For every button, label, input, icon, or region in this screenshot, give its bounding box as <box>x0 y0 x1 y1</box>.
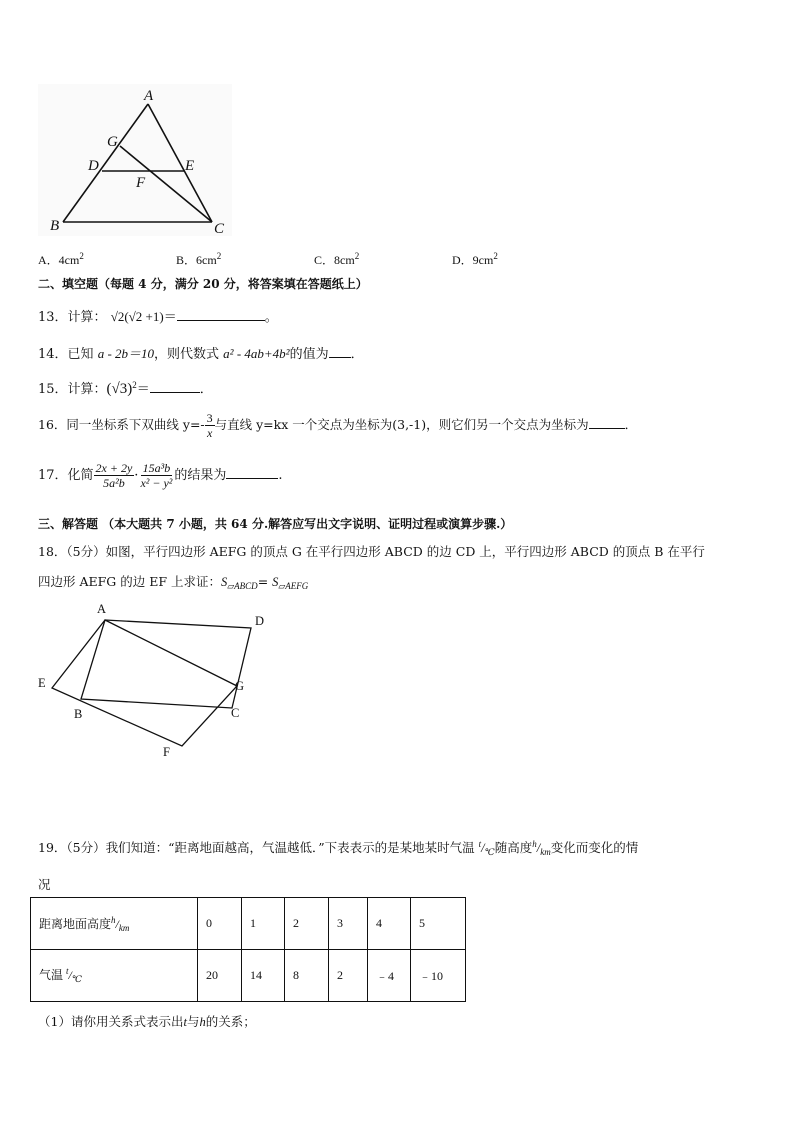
q18-area-2: S <box>272 575 279 589</box>
triangle-svg <box>38 84 232 236</box>
table-cell: ﹣10 <box>411 950 466 1002</box>
q19-sub1-text: （1）请你用关系式表示出 <box>38 1014 184 1029</box>
parallelogram-aefg <box>52 620 240 746</box>
row-label-text: 距离地面高度 <box>39 916 112 931</box>
q17-prefix: 17．化简 <box>38 468 94 483</box>
q16-dot: ． <box>624 417 638 432</box>
choice-letter: C． <box>314 253 335 267</box>
table-cell: 5 <box>411 898 466 950</box>
q19-text-c: 变化而变化的情 <box>550 840 639 855</box>
fig-label-a: A <box>97 602 107 616</box>
q14-answer-blank[interactable] <box>329 345 351 358</box>
unit-t: t <box>66 966 69 976</box>
segment-gc <box>120 146 212 222</box>
fig-label-g: G <box>235 679 245 693</box>
q13-answer-blank[interactable] <box>177 308 265 321</box>
question-15 <box>38 378 213 398</box>
q19-sub1-h: h <box>199 1015 206 1029</box>
q17-times: · <box>134 468 139 483</box>
row-unit: $^h/_{km}$ <box>111 914 130 933</box>
q18-area-1: S <box>221 575 228 589</box>
q14-end: 的值为 <box>289 347 329 362</box>
row-unit: $^t/_℃$ <box>66 966 82 984</box>
q13-expr-1: √2 <box>110 309 125 324</box>
choice-letter: A． <box>38 253 59 267</box>
unit-h: h <box>111 914 116 925</box>
table-row <box>31 898 466 950</box>
q19-text-a: 19．（5分）我们知道：“距离地面越高，气温越低．”下表表示的是某地某时气温 <box>38 840 475 855</box>
fig-label-e: E <box>38 676 46 690</box>
q13-prefix: 13．计算： <box>38 310 107 325</box>
q16-denominator: x <box>206 426 213 440</box>
q16-answer-blank[interactable] <box>589 416 625 429</box>
question-19-line2: 况 <box>38 877 51 892</box>
question-18-line2 <box>38 572 308 592</box>
choice-letter: B． <box>176 253 197 267</box>
table-cell: 14 <box>242 950 285 1002</box>
fig-label-f: F <box>163 745 170 759</box>
table-cell: 1 <box>242 898 285 950</box>
q16-prefix: 16．同一坐标系下双曲线 y=- <box>38 417 205 432</box>
fig-label-c: C <box>231 706 240 720</box>
table-cell: 0 <box>198 898 242 950</box>
altitude-temperature-table <box>30 897 466 1002</box>
choice-value: 8cm <box>334 253 355 267</box>
label-g: G <box>107 134 118 150</box>
q16-numerator: 3 <box>206 411 213 425</box>
unit-c: ℃ <box>71 974 82 984</box>
label-a: A <box>144 88 154 104</box>
unit-c: ℃ <box>484 847 495 857</box>
q17-end: 的结果为 <box>174 468 227 483</box>
row-label-temperature <box>31 950 198 1002</box>
q17-f1-numerator: 2x + 2y <box>95 461 133 475</box>
choice-value: 4cm <box>58 253 80 267</box>
label-f: F <box>136 175 146 191</box>
choice-a[interactable] <box>38 251 84 268</box>
unit-km: km <box>540 847 551 857</box>
question-14 <box>38 343 364 362</box>
row-label-height <box>31 898 198 950</box>
q16-fraction <box>205 411 215 440</box>
section2-heading: 二、填空题（每题 4 分，满分 20 分，将答案填在答题纸上） <box>38 277 368 291</box>
section3-heading: 三、解答题 （本大题共 7 小题，共 64 分.解答应写出文字说明、证明过程或演算步骤.） <box>38 517 513 531</box>
q15-prefix: 15．计算： <box>38 382 107 397</box>
q17-fraction-2 <box>138 461 174 490</box>
parallelogram-svg <box>34 598 274 764</box>
label-b: B <box>50 218 60 234</box>
q19-sub1-mid: 与 <box>186 1014 200 1029</box>
question-16 <box>38 411 637 440</box>
q15-equals: ＝ <box>136 382 150 397</box>
choice-letter: D． <box>452 253 473 267</box>
q15-dot: ． <box>199 382 213 397</box>
fig-label-d: D <box>255 614 265 628</box>
table-cell: 2 <box>285 898 329 950</box>
choice-sup: 2 <box>216 251 222 261</box>
q18-area-1-sub: ▱ABCD <box>227 581 258 591</box>
parallelogram-abcd <box>81 620 251 708</box>
q13-end: 。 <box>264 310 278 325</box>
q14-prefix: 14．已知 <box>38 347 98 362</box>
q14-mid: ，则代数式 <box>154 347 224 362</box>
q19-sub1-end: 的关系； <box>205 1014 256 1029</box>
table-cell: 20 <box>198 950 242 1002</box>
table-cell: 4 <box>368 898 411 950</box>
q19-sub1-t: t <box>183 1015 187 1029</box>
question-17 <box>38 461 283 490</box>
row-label-text: 气温 <box>39 968 64 982</box>
table-row <box>31 950 466 1002</box>
unit-t: t <box>478 839 482 849</box>
q19-text-b: 随高度 <box>494 840 533 855</box>
q18-area-2-sub: ▱AEFG <box>278 581 309 591</box>
side-ac <box>148 104 212 222</box>
unit-km: km <box>118 922 130 933</box>
q17-dot: . <box>278 468 283 483</box>
q13-equals: ＝ <box>163 310 177 325</box>
q14-condition: a - 2b＝10 <box>97 346 155 361</box>
choice-value: 9cm <box>472 253 494 267</box>
table-cell: 8 <box>285 950 329 1002</box>
q17-fraction-1 <box>94 461 135 490</box>
triangle-figure <box>38 84 232 236</box>
question-19-sub1 <box>38 1012 256 1030</box>
unit-t-per-c: $^t/_℃$ <box>478 839 495 857</box>
q14-dot: ． <box>350 347 364 362</box>
choice-value: 6cm <box>196 253 217 267</box>
choice-sup: 2 <box>79 251 84 261</box>
question-13 <box>38 306 278 325</box>
unit-h-per-km: $^h/_{km}$ <box>532 839 551 857</box>
unit-h: h <box>532 839 537 849</box>
q15-answer-blank[interactable] <box>150 380 200 393</box>
label-e: E <box>185 158 195 174</box>
choice-sup: 2 <box>493 251 498 261</box>
choice-b[interactable] <box>176 251 221 268</box>
q17-f2-numerator: 15a³b <box>142 461 171 475</box>
label-d: D <box>88 158 99 174</box>
q14-expression: a² - 4ab+4b² <box>223 346 290 361</box>
label-c: C <box>214 221 225 236</box>
choice-sup: 2 <box>354 251 360 261</box>
fig-label-b: B <box>74 707 83 721</box>
question-18-line1: 18．（5分）如图，平行四边形 AEFG 的顶点 G 在平行四边形 ABCD 的边 CD 上，平行四边形 ABCD 的顶点 B 在平行 <box>38 544 705 559</box>
q17-f2-denominator: x² − y² <box>140 476 173 490</box>
q17-f1-denominator: 5a²b <box>103 476 125 490</box>
table-cell: 2 <box>329 950 368 1002</box>
q15-exponent: 2 <box>132 380 137 390</box>
question-19-line1 <box>38 838 638 858</box>
q16-mid: 与直线 y=kx 一个交点为坐标为(3,-1)，则它们另一个交点为坐标为 <box>214 417 589 432</box>
side-ab <box>63 104 148 222</box>
table-cell: 3 <box>329 898 368 950</box>
parallelogram-figure <box>34 598 274 764</box>
q13-expr-2: (√2 +1) <box>124 309 164 324</box>
q18-equals: = <box>257 574 273 589</box>
choice-d[interactable] <box>452 251 498 268</box>
table-cell: ﹣4 <box>368 950 411 1002</box>
q15-expression: (√3) <box>106 381 133 397</box>
q18-line2-text: 四边形 AEFG 的边 EF 上求证： <box>38 574 222 589</box>
q17-answer-blank[interactable] <box>226 466 278 479</box>
choice-c[interactable] <box>314 251 359 268</box>
